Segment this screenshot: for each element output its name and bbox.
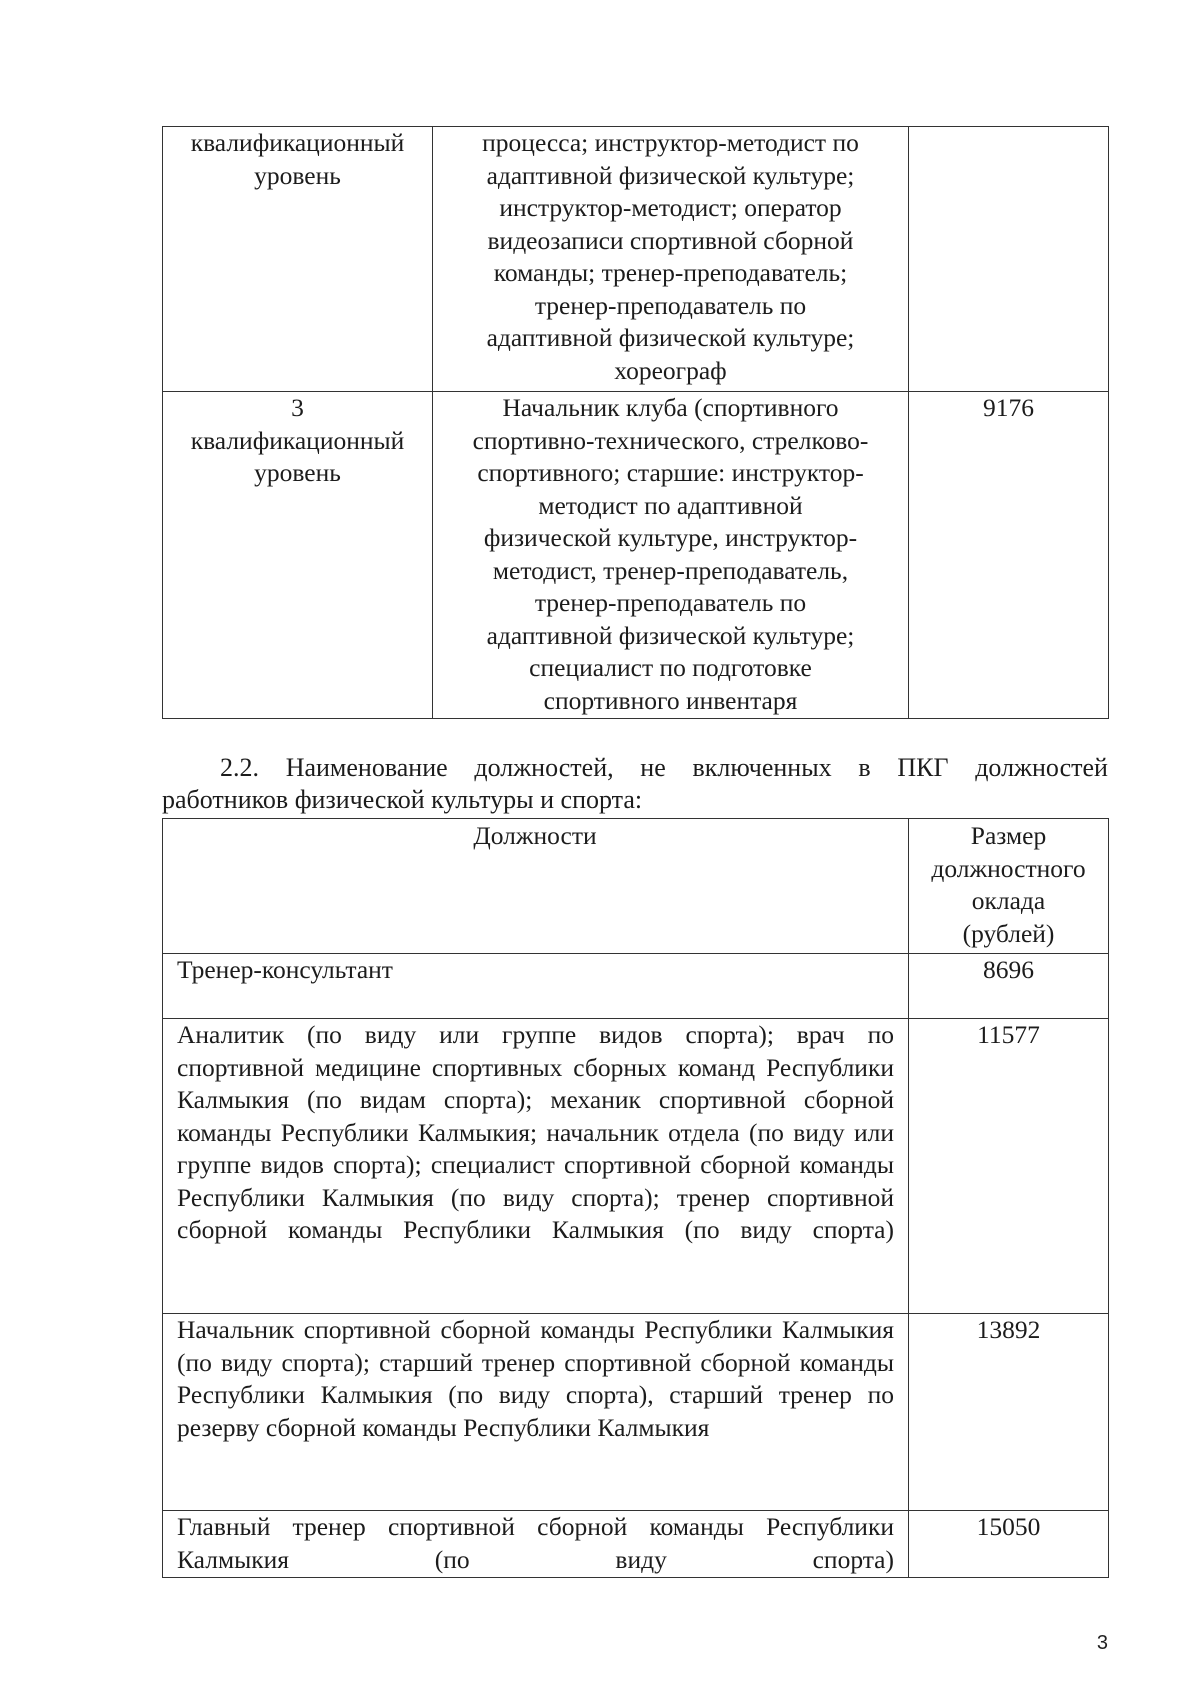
table-row — [163, 1314, 1109, 1511]
heading-word: не — [640, 753, 666, 782]
salary-cell: 8696 — [909, 954, 1109, 1019]
positions-cell — [433, 392, 909, 719]
salary-text: 9176 — [983, 393, 1034, 422]
section-heading-continuation: работников физической культуры и спорта: — [162, 785, 643, 814]
positions-header: Должности — [163, 819, 909, 954]
level-text: квалификационный уровень — [190, 128, 405, 190]
positions-cell — [163, 1314, 909, 1511]
salary-cell: 11577 — [909, 1019, 1109, 1314]
salary-header: Размер должностного оклада (рублей) — [909, 819, 1109, 954]
heading-word: должностей — [975, 753, 1108, 782]
positions-cell — [163, 1511, 909, 1578]
salary-cell — [909, 127, 1109, 392]
positions-text: Начальник клуба (спортивного спортивно-технического, стрелково- спортивного; старшие: инструктор- методист по адаптивной физической культуре, инструктор- методист, тренер-преподаватель, тренер-преподаватель по адаптивной физической культуре; специалист по подготовке спортивного инвентаря — [472, 393, 869, 715]
positions-text: процесса; инструктор-методист по адаптивной физической культуре; инструктор-методист; оператор видеозаписи спортивной сборной команды; тренер-преподаватель; тренер-преподаватель по адаптивной физической культуре; хореограф — [482, 128, 859, 385]
section-heading-line — [162, 752, 1108, 784]
positions-text: Тренер-консультант — [177, 955, 393, 984]
positions-cell — [433, 127, 909, 392]
page-number: 3 — [1096, 1632, 1108, 1654]
positions-cell — [163, 1019, 909, 1314]
positions-salary-table — [162, 818, 1109, 1578]
positions-cell — [163, 954, 909, 1019]
positions-text: Начальник спортивной сборной команды Республики Калмыкия (по виду спорта); старший тренер спортивной сборной команды Республики Калмыкия (по виду спорта), старший тренер по резерву сборной команды Республики Калмыкия — [177, 1315, 894, 1442]
table-row — [163, 392, 1109, 719]
heading-word: 2.2. — [220, 753, 259, 782]
salary-cell — [909, 392, 1109, 719]
level-text: 3 квалификационный уровень — [190, 393, 405, 487]
section-paragraph — [162, 752, 1108, 816]
positions-text: Главный тренер спортивной сборной команды Республики Калмыкия (по виду спорта) — [177, 1512, 894, 1574]
heading-word: Наименование — [285, 753, 448, 782]
table-row — [163, 954, 1109, 1019]
table-header-row — [163, 819, 1109, 954]
level-cell — [163, 127, 433, 392]
heading-word: ПКГ — [897, 753, 949, 782]
heading-word: в — [858, 753, 871, 782]
table-row — [163, 1019, 1109, 1314]
qualification-levels-table — [162, 126, 1109, 719]
heading-word: должностей, — [474, 753, 614, 782]
salary-cell: 13892 — [909, 1314, 1109, 1511]
salary-cell: 15050 — [909, 1511, 1109, 1578]
table-row — [163, 1511, 1109, 1578]
heading-word: включенных — [692, 753, 832, 782]
positions-text: Аналитик (по виду или группе видов спорта); врач по спортивной медицине спортивных сборных команд Республики Калмыкия (по видам спорта); механик спортивной сборной команды Республики Калмыкия; начальник отдела (по виду или группе видов спорта); специалист спортивной сборной команды Республики Калмыкия (по виду спорта); тренер спортивной сборной команды Республики Калмыкия (по виду спорта) — [177, 1020, 894, 1244]
table-row — [163, 127, 1109, 392]
level-cell — [163, 392, 433, 719]
